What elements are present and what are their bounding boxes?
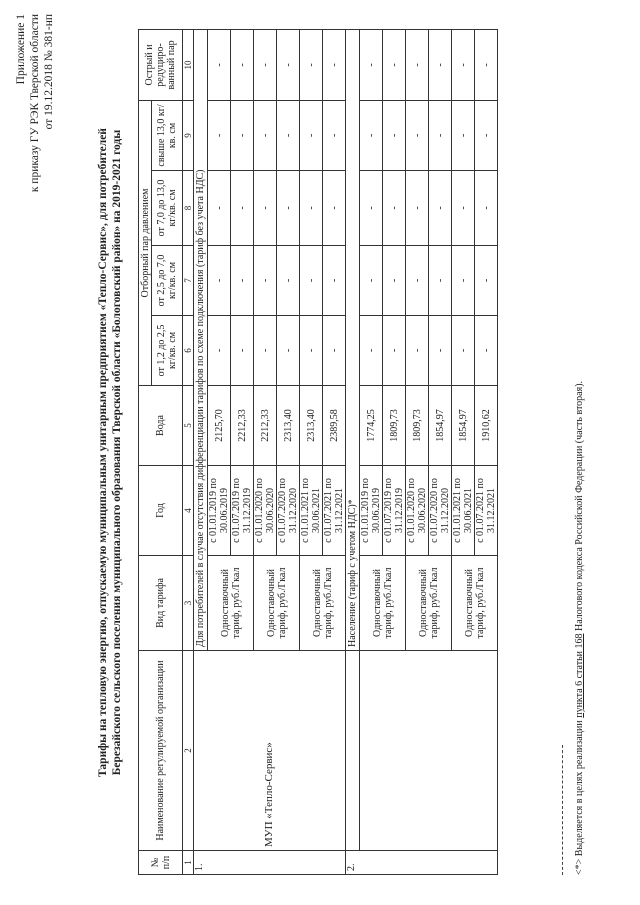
column-number: 2	[183, 651, 194, 851]
column-number: 5	[183, 386, 194, 466]
empty-value-dash: -	[475, 29, 498, 100]
empty-value-dash: -	[360, 29, 383, 100]
water-tariff-value: 2313,40	[277, 386, 300, 466]
empty-value-dash: -	[254, 171, 277, 246]
column-number: 8	[183, 171, 194, 246]
column-number: 9	[183, 100, 194, 170]
tariff-kind: Одноставочный тариф, руб./Гкал	[452, 556, 498, 651]
empty-value-dash: -	[383, 29, 406, 100]
empty-value-dash: -	[323, 316, 346, 386]
empty-value-dash: -	[208, 316, 231, 386]
tariff-period: с 01.07.2019 по 31.12.2019	[231, 466, 254, 556]
tariff-period: с 01.07.2020 по 31.12.2020	[429, 466, 452, 556]
empty-value-dash: -	[475, 171, 498, 246]
appendix-note	[14, 14, 56, 192]
footnote-pre: <*> Выделяется в целях реализации	[574, 717, 585, 875]
header-year: Год	[139, 466, 183, 556]
water-tariff-value: 2212,33	[254, 386, 277, 466]
water-tariff-value: 1809,73	[383, 386, 406, 466]
tariff-kind: Одноставочный тариф, руб./Гкал	[300, 556, 346, 651]
column-number: 1	[183, 851, 194, 875]
section-title: Для потребителей в случае отсутствия дифференциации тарифов по схеме подключения (тариф без учета НДС)	[194, 29, 208, 650]
tariff-period: с 01.01.2021 по 30.06.2021	[452, 466, 475, 556]
water-tariff-value: 2212,33	[231, 386, 254, 466]
section-row	[346, 29, 360, 874]
tariff-period: с 01.07.2020 по 31.12.2020	[277, 466, 300, 556]
empty-value-dash: -	[277, 246, 300, 316]
tariff-table-body	[183, 29, 498, 874]
empty-value-dash: -	[231, 246, 254, 316]
tariff-kind: Одноставочный тариф, руб./Гкал	[360, 556, 406, 651]
header-p4: свыше 13,0 кг/кв. см	[152, 100, 183, 170]
tariff-kind: Одноставочный тариф, руб./Гкал	[254, 556, 300, 651]
empty-value-dash: -	[231, 171, 254, 246]
empty-value-dash: -	[323, 246, 346, 316]
empty-value-dash: -	[383, 171, 406, 246]
appendix-line-3: от 19.12.2018 № 381-нп	[43, 14, 55, 130]
header-sharp-steam: Острый и редуциро-ванный пар	[139, 29, 183, 100]
empty-value-dash: -	[277, 29, 300, 100]
section-number: 1.	[194, 851, 346, 875]
footnote-separator	[562, 745, 563, 875]
tariff-table	[138, 29, 498, 875]
column-number: 6	[183, 316, 194, 386]
header-p1: от 1,2 до 2,5 кг/кв. см	[152, 316, 183, 386]
water-tariff-value: 2125,70	[208, 386, 231, 466]
water-tariff-value: 1854,97	[429, 386, 452, 466]
empty-value-dash: -	[475, 100, 498, 170]
empty-value-dash: -	[452, 246, 475, 316]
empty-value-dash: -	[452, 100, 475, 170]
tariff-kind: Одноставочный тариф, руб./Гкал	[406, 556, 452, 651]
empty-value-dash: -	[452, 29, 475, 100]
section-title: Население (тариф с учетом НДС)*	[346, 29, 360, 650]
empty-value-dash: -	[406, 316, 429, 386]
empty-value-dash: -	[254, 29, 277, 100]
empty-value-dash: -	[360, 100, 383, 170]
empty-value-dash: -	[406, 100, 429, 170]
tariff-period: с 01.01.2020 по 30.06.2020	[406, 466, 429, 556]
header-steam: Отборный пар давлением	[139, 100, 152, 385]
empty-value-dash: -	[208, 29, 231, 100]
empty-value-dash: -	[300, 100, 323, 170]
water-tariff-value: 1910,62	[475, 386, 498, 466]
column-number: 3	[183, 556, 194, 651]
header-org: Наименование регулируемой организации	[139, 651, 183, 851]
empty-value-dash: -	[475, 246, 498, 316]
empty-value-dash: -	[300, 171, 323, 246]
empty-value-dash: -	[452, 171, 475, 246]
column-number: 10	[183, 29, 194, 100]
title-line-1: Тарифы на тепловую энергию, отпускаемую муниципальным унитарным предприятием «Тепло-Сервис», для потребителей	[97, 128, 109, 777]
empty-value-dash: -	[406, 171, 429, 246]
empty-value-dash: -	[254, 100, 277, 170]
empty-value-dash: -	[300, 246, 323, 316]
empty-value-dash: -	[429, 316, 452, 386]
water-tariff-value: 1809,73	[406, 386, 429, 466]
appendix-line-1: Приложение 1	[15, 14, 27, 85]
section-gap-cell	[346, 651, 360, 851]
empty-value-dash: -	[208, 246, 231, 316]
section-number: 2.	[346, 851, 498, 875]
tariff-period: с 01.01.2020 по 30.06.2020	[254, 466, 277, 556]
empty-value-dash: -	[231, 316, 254, 386]
empty-value-dash: -	[383, 246, 406, 316]
empty-value-dash: -	[231, 29, 254, 100]
empty-value-dash: -	[231, 100, 254, 170]
title-line-2: Березайского сельского поселения муниципального образования Тверской области «Бологовский район» на 2019-2021 годы	[111, 129, 123, 776]
tariff-period: с 01.01.2021 по 30.06.2021	[300, 466, 323, 556]
empty-value-dash: -	[429, 29, 452, 100]
header-p2: от 2,5 до 7,0 кг/кв. см	[152, 246, 183, 316]
organization-cell	[360, 651, 498, 851]
footnote	[574, 381, 585, 875]
empty-value-dash: -	[406, 29, 429, 100]
empty-value-dash: -	[254, 246, 277, 316]
empty-value-dash: -	[277, 171, 300, 246]
empty-value-dash: -	[277, 100, 300, 170]
tariff-period: с 01.07.2019 по 31.12.2019	[383, 466, 406, 556]
water-tariff-value: 1854,97	[452, 386, 475, 466]
tariff-period: с 01.01.2019 по 30.06.2019	[360, 466, 383, 556]
header-num: № п/п	[139, 851, 183, 875]
tariff-period: с 01.01.2019 по 30.06.2019	[208, 466, 231, 556]
header-p3: от 7,0 до 13,0 кг/кв. см	[152, 171, 183, 246]
empty-value-dash: -	[300, 316, 323, 386]
column-number: 7	[183, 246, 194, 316]
tariff-period: с 01.07.2021 по 31.12.2021	[475, 466, 498, 556]
empty-value-dash: -	[323, 29, 346, 100]
header-water: Вода	[139, 386, 183, 466]
empty-value-dash: -	[208, 171, 231, 246]
empty-value-dash: -	[323, 100, 346, 170]
empty-value-dash: -	[360, 316, 383, 386]
empty-value-dash: -	[360, 246, 383, 316]
tariff-kind: Одноставочный тариф, руб./Гкал	[208, 556, 254, 651]
empty-value-dash: -	[208, 100, 231, 170]
water-tariff-value: 2389,58	[323, 386, 346, 466]
column-number-row	[183, 29, 194, 874]
empty-value-dash: -	[452, 316, 475, 386]
organization-name: МУП «Тепло-Сервис»	[194, 651, 346, 851]
empty-value-dash: -	[277, 316, 300, 386]
empty-value-dash: -	[323, 171, 346, 246]
empty-value-dash: -	[254, 316, 277, 386]
empty-value-dash: -	[383, 100, 406, 170]
section-row	[194, 29, 208, 874]
empty-value-dash: -	[383, 316, 406, 386]
empty-value-dash: -	[406, 246, 429, 316]
empty-value-dash: -	[475, 316, 498, 386]
document-title	[96, 30, 124, 875]
empty-value-dash: -	[429, 100, 452, 170]
water-tariff-value: 1774,25	[360, 386, 383, 466]
empty-value-dash: -	[300, 29, 323, 100]
table-row	[360, 29, 383, 874]
empty-value-dash: -	[429, 246, 452, 316]
footnote-link[interactable]: пункта 6 статьи 168	[574, 633, 585, 718]
footnote-post: Налогового кодекса Российской Федерации (часть вторая).	[574, 380, 585, 634]
empty-value-dash: -	[429, 171, 452, 246]
empty-value-dash: -	[360, 171, 383, 246]
appendix-line-2: к приказу ГУ РЭК Тверской области	[29, 14, 41, 193]
tariff-period: с 01.07.2021 по 31.12.2021	[323, 466, 346, 556]
column-number: 4	[183, 466, 194, 556]
header-kind: Вид тарифа	[139, 556, 183, 651]
water-tariff-value: 2313,40	[300, 386, 323, 466]
